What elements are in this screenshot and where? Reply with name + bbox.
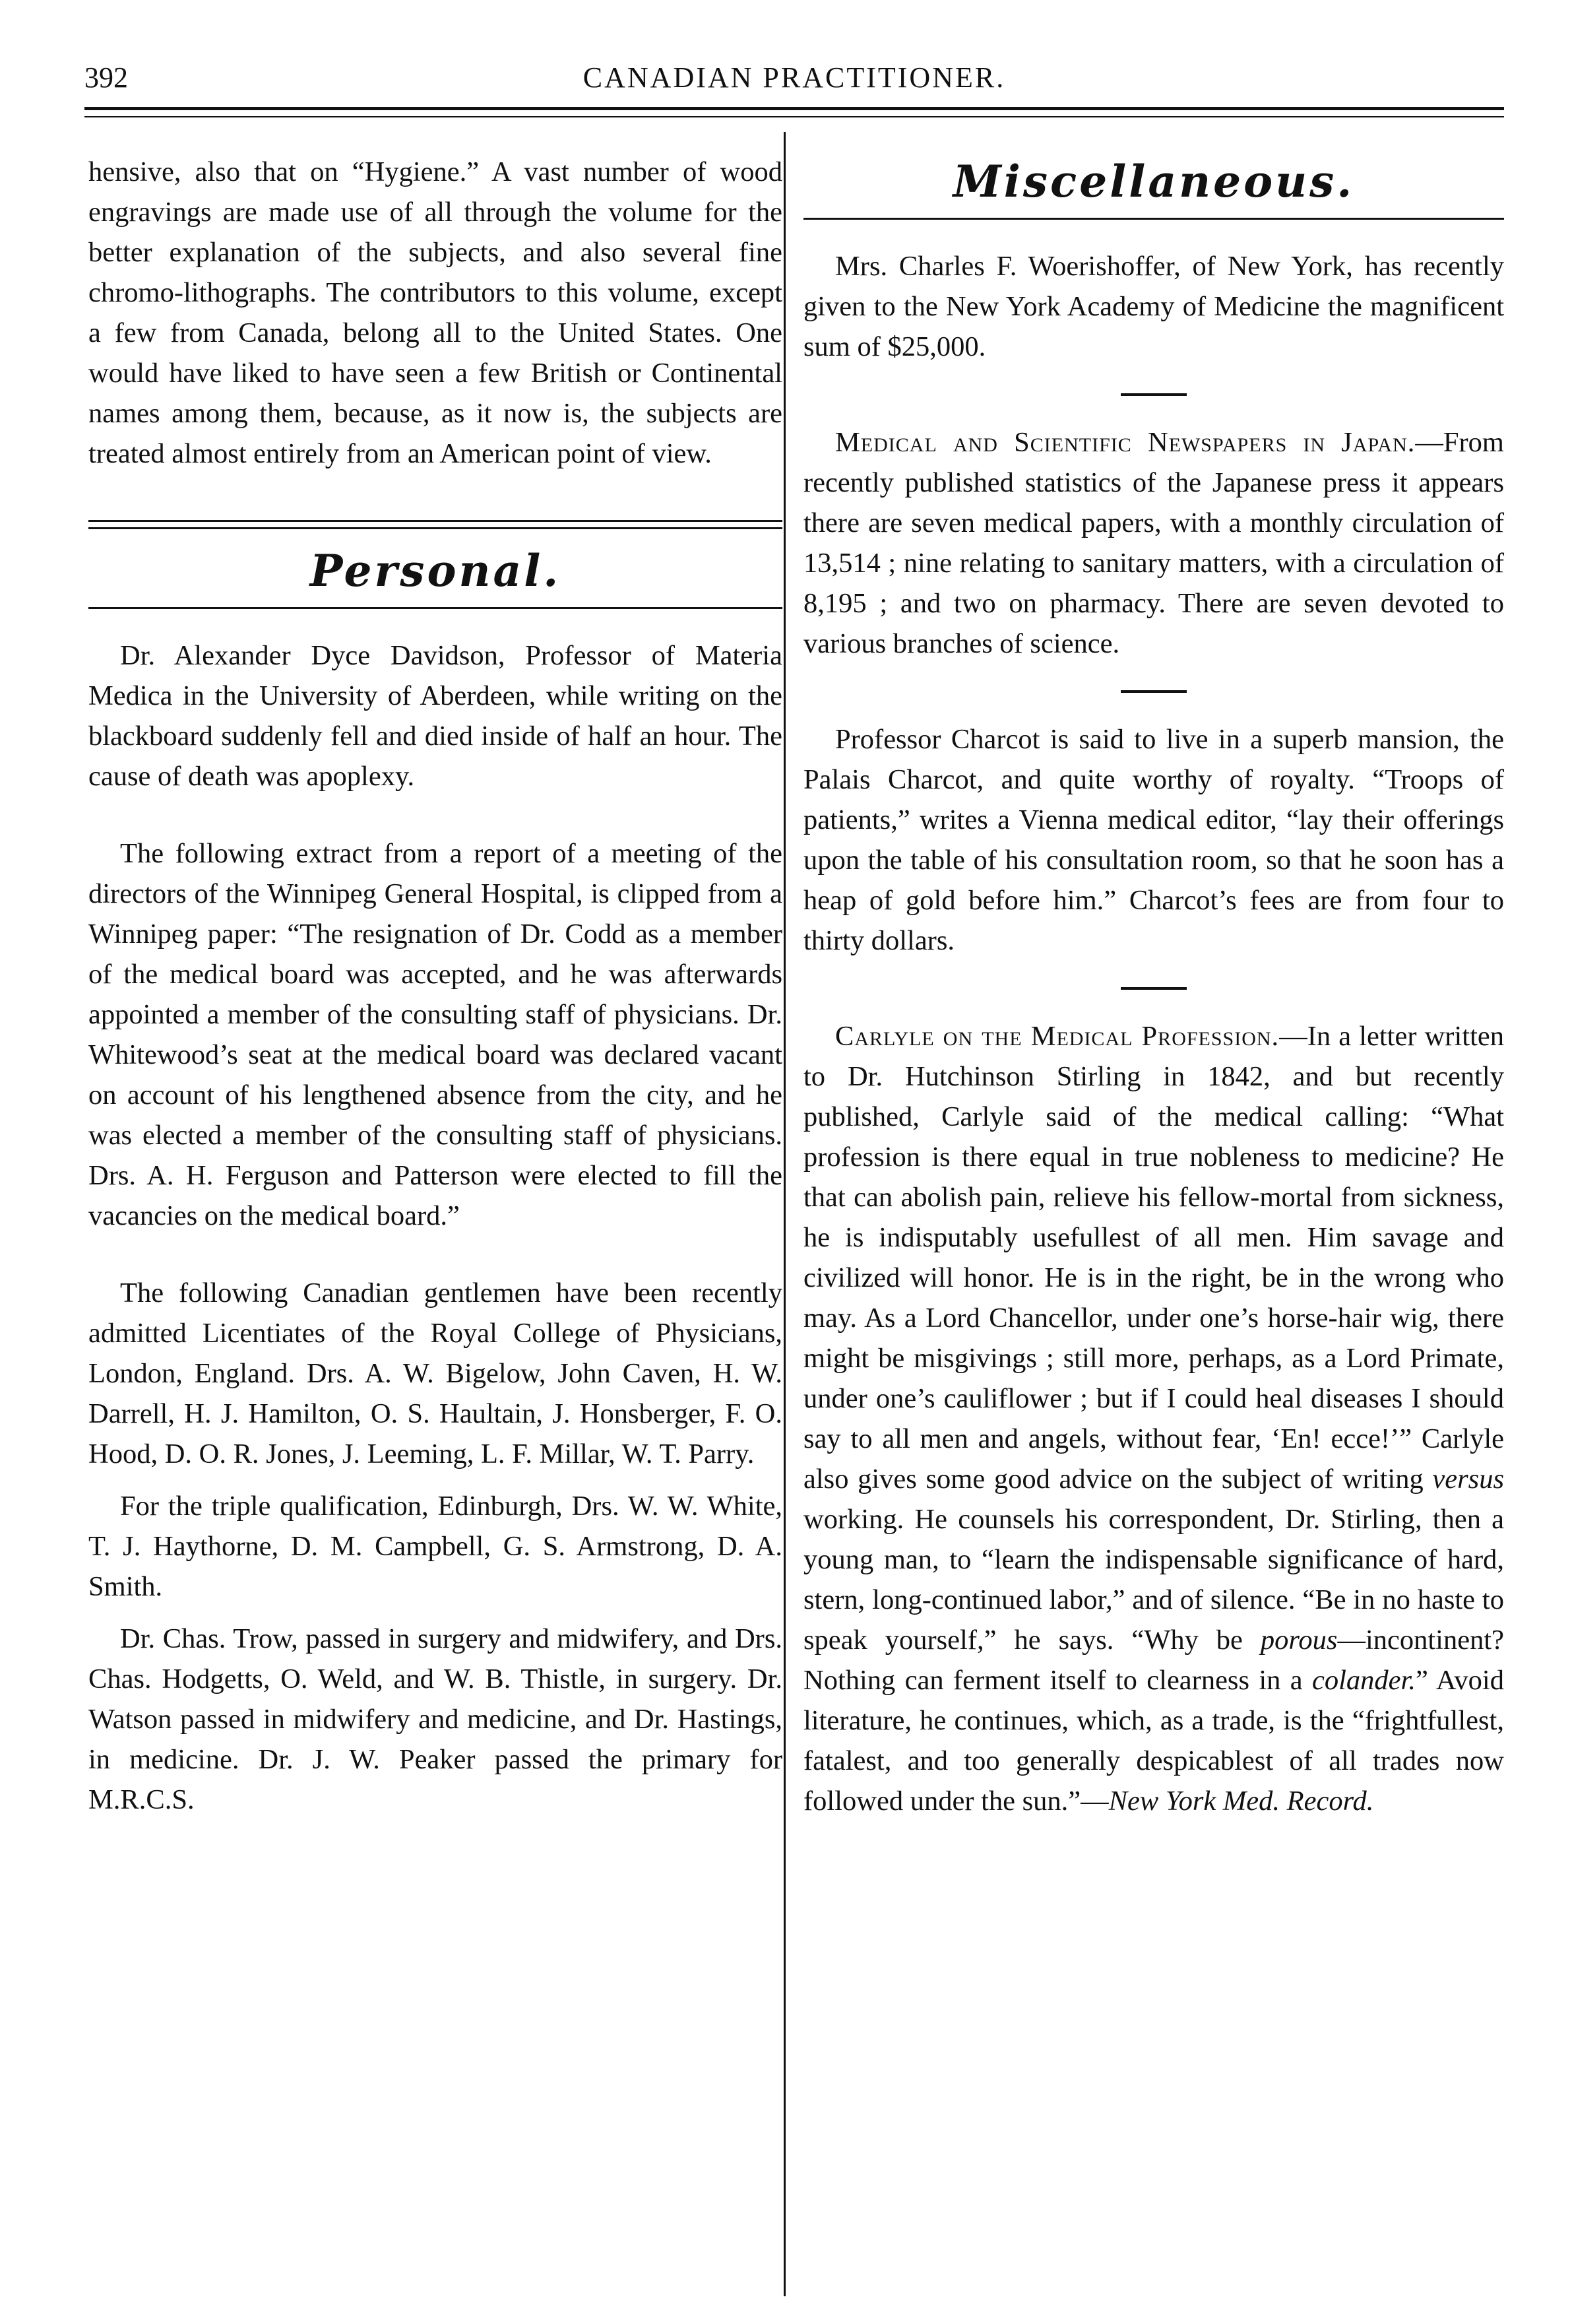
section-title-personal: Personal. xyxy=(309,545,561,597)
text-porous: porous xyxy=(1260,1625,1338,1656)
text-carlyle-d: ” Avoid literature, he continues, which, as a trade, is the “frightfullest, fatalest, and too generally despicablest of all trades now followed under the sun.”— xyxy=(803,1665,1504,1817)
separator-rule xyxy=(1121,690,1187,693)
continued-paragraph: hensive, also that on “Hygiene.” A vast number of wood engravings are made use of all through the volume for the better explanation of the subjects, and also several fine chromo-lithographs. The contributors to this volume, except a few from Canada, belong all to the United States. One would have liked to have seen a few British or Continental names among them, because, as it now is, the subjects are treated almost entirely from an American point of view. xyxy=(88,156,782,469)
right-column xyxy=(803,152,1504,1821)
text-carlyle-b: working. He counsels his correspondent, Dr. Stirling, then a young man, to “learn the indispensable significance of hard, stern, long-continued labor,” and of silence. “Be in no haste to speak yourself,” he says. “Why be xyxy=(803,1504,1504,1656)
paragraph-japan xyxy=(803,422,1504,664)
header-rule-thin xyxy=(84,116,1504,117)
section-double-rule xyxy=(88,520,782,529)
column-divider xyxy=(784,132,786,2296)
section-rule xyxy=(88,607,782,609)
running-title: CANADIAN PRACTITIONER. xyxy=(582,61,1006,94)
text-carlyle-c: —incontinent? Nothing can ferment itself to clearness in a xyxy=(803,1625,1505,1696)
paragraph-charcot: Professor Charcot is said to live in a superb mansion, the Palais Charcot, and quite worthy of royalty. “Troops of patients,” writes a Vienna medical editor, “lay their offerings upon the table of his consultation room, so that he soon has a heap of gold before him.” Charcot’s fees are from four to thirty dollars. xyxy=(803,724,1504,956)
paragraph-winnipeg: The following extract from a report of a meeting of the directors of the Winnipeg General Hospital, is clipped from a Winnipeg paper: “The resignation of Dr. Codd as a member of the medical board was accepted, and he was afterwards appointed a member of the consulting staff of physicians. Dr. Whitewood’s seat at the medical board was declared vacant on account of his lengthened absence from the city, and he was elected a member of the consulting staff of physicians. Drs. A. H. Ferguson and Patterson were elected to fill the vacancies on the medical board.” xyxy=(88,838,782,1231)
paragraph-davidson: Dr. Alexander Dyce Davidson, Professor of Materia Medica in the University of Aberdeen, while writing on the blackboard suddenly fell and died inside of half an hour. The cause of death was apoplexy. xyxy=(88,640,782,792)
page-number: 392 xyxy=(84,61,128,94)
source-citation: New York Med. Record. xyxy=(1108,1786,1374,1817)
text-japan: —From recently published statistics of the Japanese press it appears there are seven medical papers, with a monthly circulation of 13,514 ; nine relating to sanitary matters, with a circulation of 8,195 ; and two on pharmacy. There are seven devoted to various branches of science. xyxy=(803,427,1504,659)
paragraph-surgery: Dr. Chas. Trow, passed in surgery and midwifery, and Drs. Chas. Hodgetts, O. Weld, and W. B. Thistle, in surgery. Dr. Watson passed in midwifery and medicine, and Dr. Hastings, in medicine. Dr. J. W. Peaker passed the primary for M.R.C.S. xyxy=(88,1623,782,1815)
text-carlyle-a: —In a letter written to Dr. Hutchinson Stirling in 1842, and but recently published, Carlyle said of the medical calling: “What profession is there equal in true nobleness to medicine? He that can abolish pain, relieve his fellow-mortal from sickness, he is indisputably usefullest of all men. Him savage and civilized will honor. He is in the right, be in the wrong who may. As a Lord Chancellor, under one’s horse-hair wig, there might be misgivings ; still more, perhaps, as a Lord Primate, under one’s cauliflower ; but if I could heal diseases I should say to all men and angels, without fear, ‘En! ecce!’” Carlyle also gives some good advice on the subject of writing xyxy=(803,1021,1504,1495)
text-versus: versus xyxy=(1432,1464,1504,1495)
paragraph-edinburgh: For the triple qualification, Edinburgh, Drs. W. W. White, T. J. Haythorne, D. M. Campbell, G. S. Armstrong, D. A. Smith. xyxy=(88,1491,782,1602)
paragraph-carlyle xyxy=(803,1016,1504,1821)
paragraph-licentiates: The following Canadian gentlemen have been recently admitted Licentiates of the Royal College of Physicians, London, England. Drs. A. W. Bigelow, John Caven, H. W. Darrell, H. J. Hamilton, O. S. Haultain, J. Honsberger, F. O. Hood, D. O. R. Jones, J. Leeming, L. F. Millar, W. T. Parry. xyxy=(88,1277,782,1469)
separator-rule xyxy=(1121,393,1187,396)
section-title-miscellaneous: Miscellaneous. xyxy=(953,156,1355,207)
left-column xyxy=(88,152,782,1820)
separator-rule xyxy=(1121,987,1187,990)
running-header xyxy=(84,61,1504,100)
heading-carlyle: Carlyle on the Medical Profession. xyxy=(835,1021,1280,1052)
header-rule-thick xyxy=(84,107,1504,110)
heading-japan: Medical and Scientific Newspapers in Japan. xyxy=(835,427,1416,458)
section-rule xyxy=(803,218,1504,220)
paragraph-woerishoffer: Mrs. Charles F. Woerishoffer, of New York, has recently given to the New York Academy of Medicine the magnificent sum of $25,000. xyxy=(803,251,1504,362)
text-colander: colander. xyxy=(1312,1665,1416,1696)
